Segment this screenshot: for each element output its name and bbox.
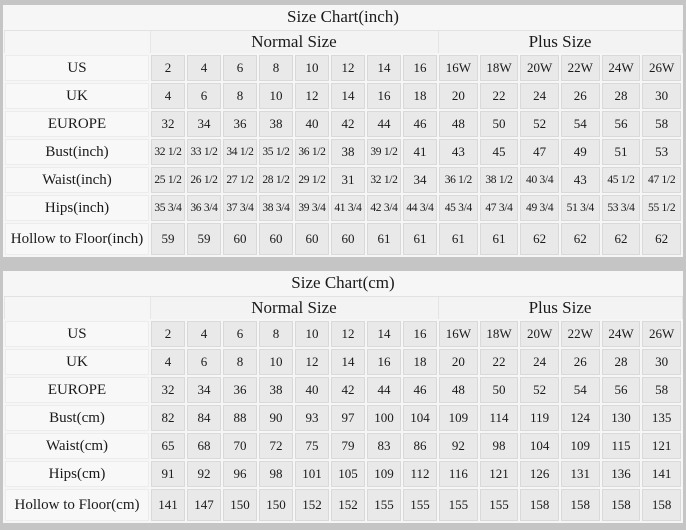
row-label: Hollow to Floor(inch)	[4, 222, 150, 256]
table-row	[4, 54, 682, 82]
size-chart-card	[3, 271, 683, 523]
size-cell: 100	[366, 404, 402, 432]
size-cell: 14	[330, 82, 366, 110]
table-row	[4, 376, 682, 404]
size-cell: 86	[402, 432, 438, 460]
size-cell: 105	[330, 460, 366, 488]
size-cell: 31	[330, 166, 366, 194]
size-cell: 16	[402, 54, 438, 82]
table-row	[4, 320, 682, 348]
size-chart-card	[3, 5, 683, 257]
size-cell: 52	[519, 376, 560, 404]
size-cell: 29 1/2	[294, 166, 330, 194]
row-label: EUROPE	[4, 110, 150, 138]
size-cell: 90	[258, 404, 294, 432]
size-cell: 88	[222, 404, 258, 432]
size-cell: 27 1/2	[222, 166, 258, 194]
size-cell: 84	[186, 404, 222, 432]
size-cell: 56	[601, 110, 642, 138]
size-cell: 10	[294, 320, 330, 348]
size-cell: 20	[438, 82, 479, 110]
size-cell: 61	[366, 222, 402, 256]
size-cell: 48	[438, 376, 479, 404]
size-cell: 70	[222, 432, 258, 460]
table-row	[4, 404, 682, 432]
size-cell: 42	[330, 376, 366, 404]
size-cell: 61	[479, 222, 520, 256]
size-cell: 10	[294, 54, 330, 82]
size-cell: 25 1/2	[150, 166, 186, 194]
size-cell: 98	[258, 460, 294, 488]
size-cell: 44	[366, 110, 402, 138]
size-cell: 20	[438, 348, 479, 376]
size-cell: 39 3/4	[294, 194, 330, 222]
size-cell: 38	[258, 376, 294, 404]
size-cell: 41	[402, 138, 438, 166]
size-cell: 36 1/2	[294, 138, 330, 166]
size-cell: 147	[186, 488, 222, 522]
size-cell: 62	[519, 222, 560, 256]
size-cell: 43	[560, 166, 601, 194]
size-cell: 47 3/4	[479, 194, 520, 222]
size-cell: 45	[479, 138, 520, 166]
size-cell: 56	[601, 376, 642, 404]
size-cell: 24	[519, 348, 560, 376]
size-cell: 36 3/4	[186, 194, 222, 222]
size-cell: 12	[330, 54, 366, 82]
row-label: Hollow to Floor(cm)	[4, 488, 150, 522]
size-cell: 82	[150, 404, 186, 432]
size-cell: 24	[519, 82, 560, 110]
size-cell: 26W	[641, 54, 682, 82]
row-label: Waist(cm)	[4, 432, 150, 460]
size-cell: 42 3/4	[366, 194, 402, 222]
size-cell: 47	[519, 138, 560, 166]
size-chart-table	[3, 5, 683, 257]
size-cell: 24W	[601, 54, 642, 82]
size-cell: 155	[402, 488, 438, 522]
size-cell: 114	[479, 404, 520, 432]
size-cell: 155	[438, 488, 479, 522]
size-cell: 79	[330, 432, 366, 460]
size-cell: 51 3/4	[560, 194, 601, 222]
size-cell: 36	[222, 110, 258, 138]
size-cell: 12	[294, 348, 330, 376]
size-cell: 68	[186, 432, 222, 460]
size-cell: 46	[402, 376, 438, 404]
size-cell: 32	[150, 110, 186, 138]
table-row	[4, 432, 682, 460]
size-cell: 109	[560, 432, 601, 460]
row-label: Bust(cm)	[4, 404, 150, 432]
size-cell: 43	[438, 138, 479, 166]
size-cell: 2	[150, 54, 186, 82]
row-label: Bust(inch)	[4, 138, 150, 166]
size-cell: 26	[560, 348, 601, 376]
size-cell: 49 3/4	[519, 194, 560, 222]
size-cell: 158	[641, 488, 682, 522]
size-cell: 155	[479, 488, 520, 522]
column-group-row	[4, 30, 682, 54]
size-cell: 109	[366, 460, 402, 488]
size-cell: 40 3/4	[519, 166, 560, 194]
size-cell: 14	[366, 54, 402, 82]
size-cell: 36 1/2	[438, 166, 479, 194]
size-cell: 60	[222, 222, 258, 256]
size-cell: 22W	[560, 54, 601, 82]
size-cell: 6	[186, 82, 222, 110]
table-title: Size Chart(inch)	[4, 5, 682, 30]
size-cell: 38	[330, 138, 366, 166]
size-cell: 44	[366, 376, 402, 404]
size-cell: 141	[150, 488, 186, 522]
row-label: EUROPE	[4, 376, 150, 404]
size-cell: 35 3/4	[150, 194, 186, 222]
size-cell: 126	[519, 460, 560, 488]
table-title-row	[4, 271, 682, 296]
row-label: US	[4, 54, 150, 82]
table-title: Size Chart(cm)	[4, 271, 682, 296]
size-cell: 55 1/2	[641, 194, 682, 222]
size-cell: 115	[601, 432, 642, 460]
size-cell: 54	[560, 376, 601, 404]
size-cell: 104	[402, 404, 438, 432]
normal-size-header: Normal Size	[150, 296, 438, 320]
size-cell: 136	[601, 460, 642, 488]
column-group-row	[4, 296, 682, 320]
table-row	[4, 488, 682, 522]
table-title-row	[4, 5, 682, 30]
size-cell: 50	[479, 376, 520, 404]
size-cell: 58	[641, 110, 682, 138]
table-row	[4, 194, 682, 222]
size-cell: 22	[479, 82, 520, 110]
size-cell: 22	[479, 348, 520, 376]
size-cell: 62	[560, 222, 601, 256]
size-cell: 2	[150, 320, 186, 348]
size-cell: 6	[222, 320, 258, 348]
corner-spacer	[4, 30, 150, 54]
size-cell: 39 1/2	[366, 138, 402, 166]
size-cell: 20W	[519, 320, 560, 348]
size-cell: 10	[258, 348, 294, 376]
size-cell: 34	[186, 376, 222, 404]
size-cell: 24W	[601, 320, 642, 348]
row-label: US	[4, 320, 150, 348]
size-cell: 51	[601, 138, 642, 166]
size-cell: 135	[641, 404, 682, 432]
size-cell: 26 1/2	[186, 166, 222, 194]
size-cell: 119	[519, 404, 560, 432]
size-cell: 14	[366, 320, 402, 348]
size-cell: 16W	[438, 320, 479, 348]
table-row	[4, 138, 682, 166]
row-label: Hips(cm)	[4, 460, 150, 488]
size-cell: 12	[294, 82, 330, 110]
size-cell: 150	[222, 488, 258, 522]
size-cell: 35 1/2	[258, 138, 294, 166]
size-cell: 131	[560, 460, 601, 488]
row-label: Waist(inch)	[4, 166, 150, 194]
size-cell: 6	[186, 348, 222, 376]
size-cell: 112	[402, 460, 438, 488]
table-row	[4, 460, 682, 488]
size-cell: 32 1/2	[366, 166, 402, 194]
size-cell: 18	[402, 82, 438, 110]
size-cell: 83	[366, 432, 402, 460]
size-cell: 16	[402, 320, 438, 348]
size-cell: 45 3/4	[438, 194, 479, 222]
size-cell: 72	[258, 432, 294, 460]
size-cell: 92	[438, 432, 479, 460]
size-cell: 18	[402, 348, 438, 376]
size-cell: 36	[222, 376, 258, 404]
size-cell: 38 3/4	[258, 194, 294, 222]
size-cell: 61	[438, 222, 479, 256]
size-cell: 96	[222, 460, 258, 488]
size-cell: 33 1/2	[186, 138, 222, 166]
size-cell: 41 3/4	[330, 194, 366, 222]
size-cell: 12	[330, 320, 366, 348]
size-cell: 4	[186, 54, 222, 82]
size-cell: 32	[150, 376, 186, 404]
size-cell: 47 1/2	[641, 166, 682, 194]
size-cell: 34 1/2	[222, 138, 258, 166]
size-cell: 38	[258, 110, 294, 138]
size-cell: 124	[560, 404, 601, 432]
size-cell: 141	[641, 460, 682, 488]
size-cell: 50	[479, 110, 520, 138]
size-cell: 155	[366, 488, 402, 522]
size-cell: 8	[258, 54, 294, 82]
size-cell: 62	[641, 222, 682, 256]
size-cell: 92	[186, 460, 222, 488]
row-label: Hips(inch)	[4, 194, 150, 222]
size-cell: 59	[150, 222, 186, 256]
size-cell: 44 3/4	[402, 194, 438, 222]
row-label: UK	[4, 348, 150, 376]
size-cell: 48	[438, 110, 479, 138]
table-row	[4, 110, 682, 138]
size-cell: 46	[402, 110, 438, 138]
size-cell: 93	[294, 404, 330, 432]
size-cell: 49	[560, 138, 601, 166]
size-cell: 34	[402, 166, 438, 194]
size-cell: 52	[519, 110, 560, 138]
size-cell: 53	[641, 138, 682, 166]
table-row	[4, 82, 682, 110]
size-cell: 109	[438, 404, 479, 432]
size-cell: 121	[641, 432, 682, 460]
size-cell: 37 3/4	[222, 194, 258, 222]
normal-size-header: Normal Size	[150, 30, 438, 54]
size-cell: 4	[150, 82, 186, 110]
size-cell: 60	[330, 222, 366, 256]
size-cell: 121	[479, 460, 520, 488]
size-cell: 18W	[479, 320, 520, 348]
size-cell: 4	[186, 320, 222, 348]
size-cell: 32 1/2	[150, 138, 186, 166]
plus-size-header: Plus Size	[438, 30, 682, 54]
size-cell: 18W	[479, 54, 520, 82]
size-cell: 4	[150, 348, 186, 376]
size-cell: 10	[258, 82, 294, 110]
table-row	[4, 348, 682, 376]
size-cell: 158	[560, 488, 601, 522]
size-cell: 26W	[641, 320, 682, 348]
size-cell: 65	[150, 432, 186, 460]
size-cell: 40	[294, 376, 330, 404]
size-cell: 14	[330, 348, 366, 376]
size-cell: 62	[601, 222, 642, 256]
table-row	[4, 166, 682, 194]
size-cell: 20W	[519, 54, 560, 82]
size-cell: 75	[294, 432, 330, 460]
size-chart-table	[3, 271, 683, 523]
size-cell: 30	[641, 82, 682, 110]
size-cell: 58	[641, 376, 682, 404]
size-cell: 28	[601, 348, 642, 376]
row-label: UK	[4, 82, 150, 110]
size-cell: 53 3/4	[601, 194, 642, 222]
size-cell: 22W	[560, 320, 601, 348]
size-cell: 40	[294, 110, 330, 138]
size-cell: 150	[258, 488, 294, 522]
size-cell: 97	[330, 404, 366, 432]
corner-spacer	[4, 296, 150, 320]
size-cell: 101	[294, 460, 330, 488]
table-row	[4, 222, 682, 256]
size-cell: 26	[560, 82, 601, 110]
size-cell: 130	[601, 404, 642, 432]
size-cell: 45 1/2	[601, 166, 642, 194]
size-cell: 6	[222, 54, 258, 82]
size-cell: 16	[366, 348, 402, 376]
size-cell: 8	[222, 348, 258, 376]
size-cell: 61	[402, 222, 438, 256]
plus-size-header: Plus Size	[438, 296, 682, 320]
size-cell: 104	[519, 432, 560, 460]
size-cell: 98	[479, 432, 520, 460]
size-cell: 116	[438, 460, 479, 488]
size-cell: 16W	[438, 54, 479, 82]
size-cell: 8	[258, 320, 294, 348]
size-cell: 54	[560, 110, 601, 138]
size-cell: 152	[294, 488, 330, 522]
size-cell: 34	[186, 110, 222, 138]
size-cell: 38 1/2	[479, 166, 520, 194]
size-cell: 60	[294, 222, 330, 256]
size-cell: 60	[258, 222, 294, 256]
size-cell: 158	[519, 488, 560, 522]
size-cell: 28 1/2	[258, 166, 294, 194]
size-cell: 158	[601, 488, 642, 522]
size-cell: 42	[330, 110, 366, 138]
size-cell: 59	[186, 222, 222, 256]
size-cell: 152	[330, 488, 366, 522]
size-cell: 30	[641, 348, 682, 376]
size-cell: 8	[222, 82, 258, 110]
size-cell: 91	[150, 460, 186, 488]
size-cell: 16	[366, 82, 402, 110]
size-cell: 28	[601, 82, 642, 110]
